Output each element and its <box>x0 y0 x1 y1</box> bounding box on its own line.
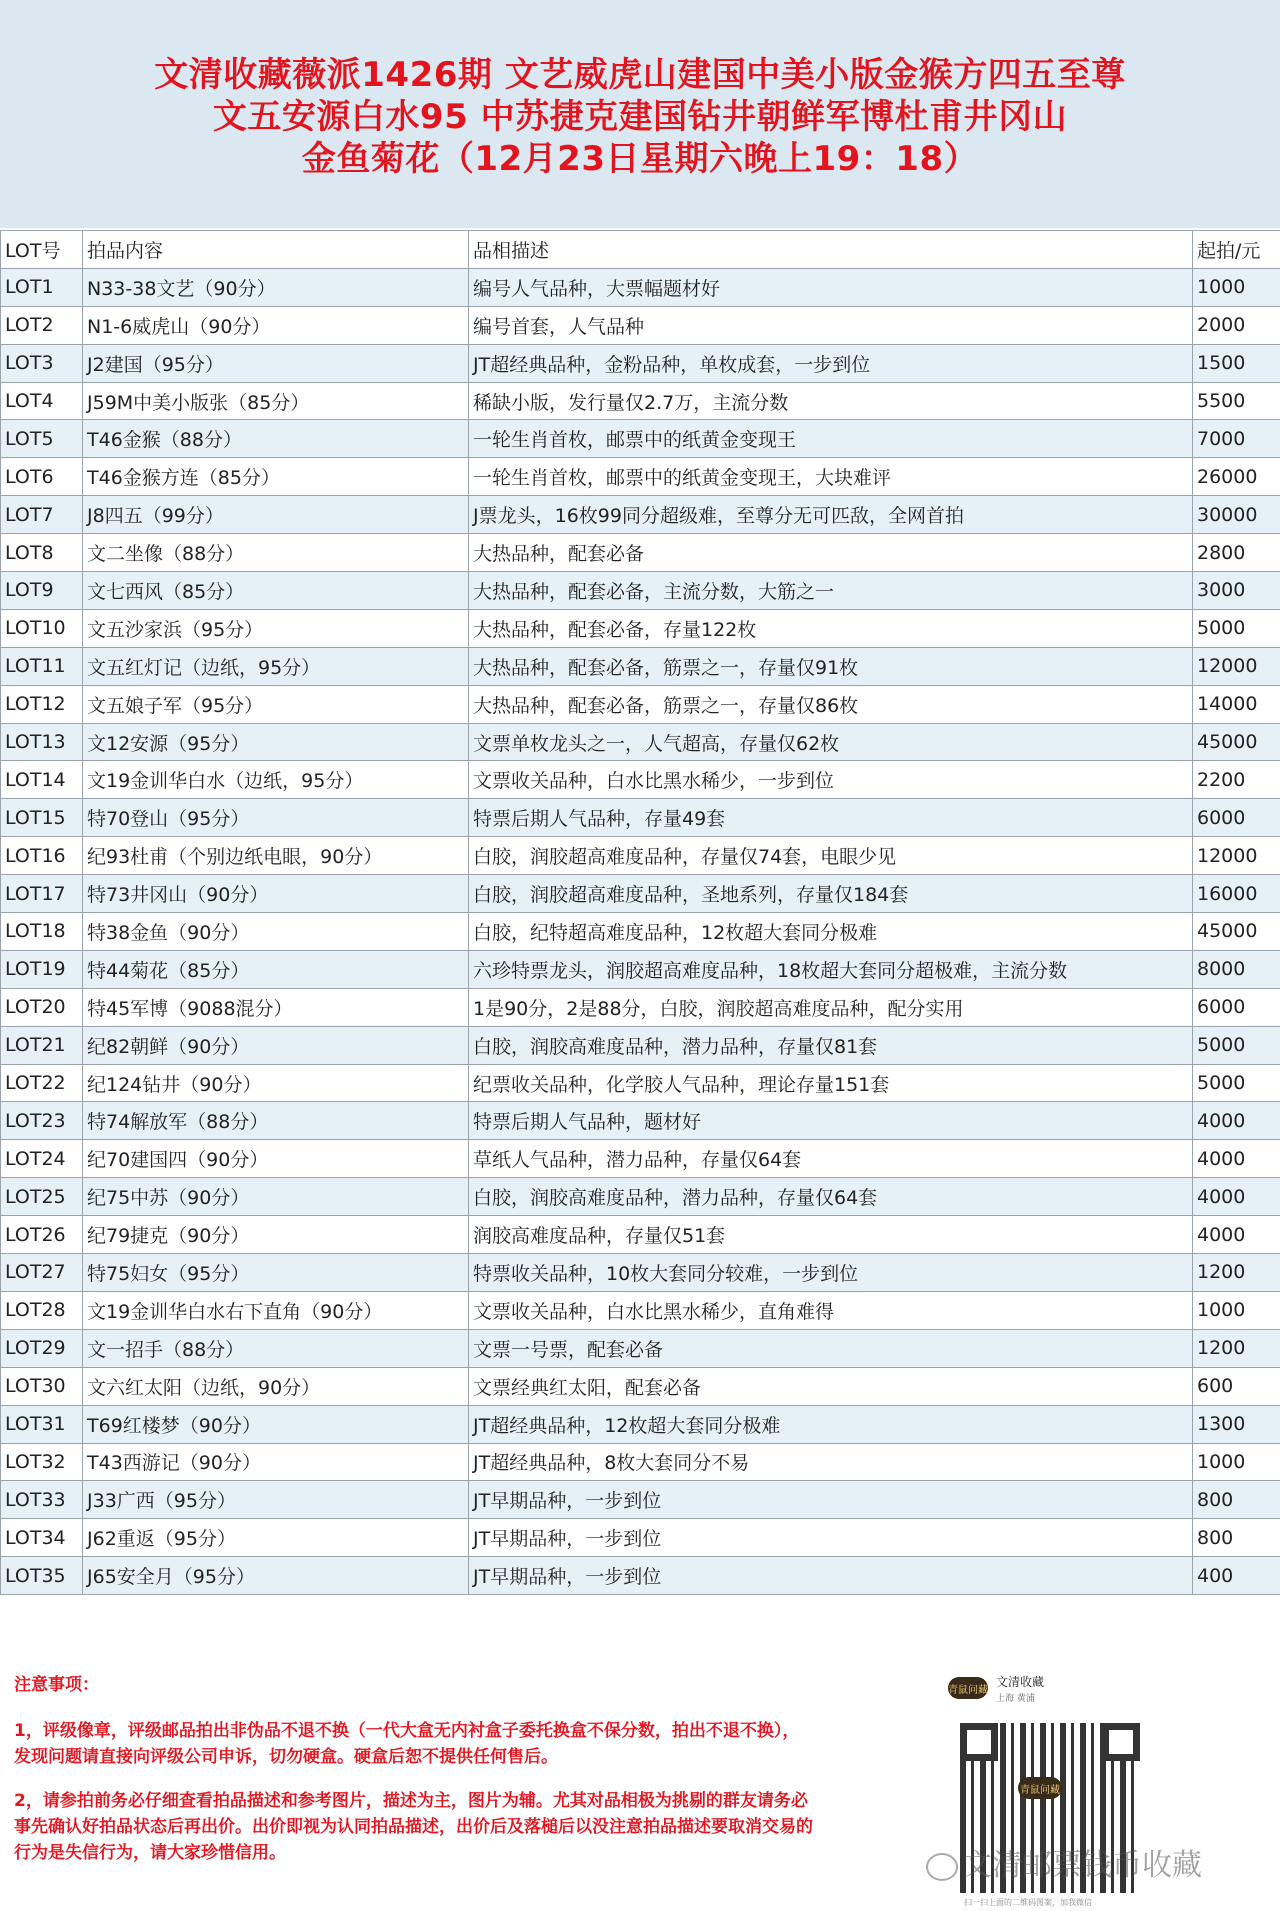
lot-start-price: 1000 <box>1193 1291 1280 1329</box>
lot-start-price: 26000 <box>1193 458 1280 496</box>
table-row <box>1 344 1280 382</box>
lot-number: LOT18 <box>1 913 83 951</box>
lot-number: LOT26 <box>1 1216 83 1254</box>
lot-content: 特73井冈山（90分） <box>83 875 469 913</box>
lot-start-price: 14000 <box>1193 685 1280 723</box>
lot-start-price: 5500 <box>1193 382 1280 420</box>
lot-start-price: 5000 <box>1193 1064 1280 1102</box>
table-row <box>1 1140 1280 1178</box>
lot-content: 文五红灯记（边纸，95分） <box>83 647 469 685</box>
lot-number: LOT9 <box>1 572 83 610</box>
table-row <box>1 496 1280 534</box>
table-row <box>1 1254 1280 1292</box>
lot-content: 文二坐像（88分） <box>83 534 469 572</box>
lot-content: N1-6威虎山（90分） <box>83 306 469 344</box>
lot-condition: 大热品种，配套必备，筋票之一，存量仅91枚 <box>469 647 1193 685</box>
lot-start-price: 45000 <box>1193 723 1280 761</box>
lot-start-price: 2000 <box>1193 306 1280 344</box>
lot-condition: JT超经典品种，8枚大套同分不易 <box>469 1443 1193 1481</box>
lot-condition: JT超经典品种，12枚超大套同分极难 <box>469 1405 1193 1443</box>
lot-start-price: 1300 <box>1193 1405 1280 1443</box>
lot-content: 文七西风（85分） <box>83 572 469 610</box>
lot-number: LOT33 <box>1 1481 83 1519</box>
lot-number: LOT21 <box>1 1026 83 1064</box>
lot-start-price: 1000 <box>1193 1443 1280 1481</box>
lot-start-price: 5000 <box>1193 609 1280 647</box>
lot-content: 文19金训华白水右下直角（90分） <box>83 1291 469 1329</box>
lot-condition: 白胶，润胶高难度品种，潜力品种，存量仅64套 <box>469 1178 1193 1216</box>
lot-number: LOT14 <box>1 761 83 799</box>
lot-number: LOT19 <box>1 950 83 988</box>
lot-condition: J票龙头，16枚99同分超级难，至尊分无可匹敌，全网首拍 <box>469 496 1193 534</box>
lot-condition: JT早期品种，一步到位 <box>469 1481 1193 1519</box>
lot-content: J2建国（95分） <box>83 344 469 382</box>
table-row <box>1 268 1280 306</box>
lot-condition: 大热品种，配套必备，主流分数，大筋之一 <box>469 572 1193 610</box>
lot-number: LOT35 <box>1 1557 83 1595</box>
lot-number: LOT12 <box>1 685 83 723</box>
lot-condition: 白胶，润胶超高难度品种，圣地系列，存量仅184套 <box>469 875 1193 913</box>
lot-content: N33-38文艺（90分） <box>83 268 469 306</box>
table-row <box>1 723 1280 761</box>
lot-content: T43西游记（90分） <box>83 1443 469 1481</box>
table-row <box>1 420 1280 458</box>
lot-start-price: 1200 <box>1193 1329 1280 1367</box>
lot-start-price: 2200 <box>1193 761 1280 799</box>
lot-content: 纪79捷克（90分） <box>83 1216 469 1254</box>
lot-condition: 白胶，纪特超高难度品种，12枚超大套同分极难 <box>469 913 1193 951</box>
lot-number: LOT16 <box>1 837 83 875</box>
header-lot: LOT号 <box>1 231 83 269</box>
lot-number: LOT22 <box>1 1064 83 1102</box>
lot-content: 文19金训华白水（边纸，95分） <box>83 761 469 799</box>
lot-content: 特45军博（9088混分） <box>83 988 469 1026</box>
lot-start-price: 45000 <box>1193 913 1280 951</box>
lot-number: LOT7 <box>1 496 83 534</box>
lot-condition: 编号人气品种，大票幅题材好 <box>469 268 1193 306</box>
lot-content: 文一招手（88分） <box>83 1329 469 1367</box>
lot-start-price: 6000 <box>1193 988 1280 1026</box>
table-row <box>1 1026 1280 1064</box>
lot-start-price: 7000 <box>1193 420 1280 458</box>
lot-condition: JT早期品种，一步到位 <box>469 1557 1193 1595</box>
table-row <box>1 1443 1280 1481</box>
lot-condition: 文票收关品种，白水比黑水稀少，直角难得 <box>469 1291 1193 1329</box>
lot-condition: 1是90分，2是88分，白胶，润胶超高难度品种，配分实用 <box>469 988 1193 1026</box>
lot-start-price: 600 <box>1193 1367 1280 1405</box>
lot-number: LOT10 <box>1 609 83 647</box>
table-row <box>1 609 1280 647</box>
lot-content: J62重返（95分） <box>83 1519 469 1557</box>
lot-content: 特75妇女（95分） <box>83 1254 469 1292</box>
lot-start-price: 30000 <box>1193 496 1280 534</box>
header-condition: 品相描述 <box>469 231 1193 269</box>
lot-condition: 草纸人气品种，潜力品种，存量仅64套 <box>469 1140 1193 1178</box>
lot-number: LOT29 <box>1 1329 83 1367</box>
table-row <box>1 647 1280 685</box>
lot-condition: 编号首套，人气品种 <box>469 306 1193 344</box>
lot-start-price: 400 <box>1193 1557 1280 1595</box>
table-row <box>1 1291 1280 1329</box>
table-row <box>1 1102 1280 1140</box>
lot-number: LOT3 <box>1 344 83 382</box>
table-row <box>1 572 1280 610</box>
lot-condition: 一轮生肖首枚，邮票中的纸黄金变现王 <box>469 420 1193 458</box>
lot-start-price: 3000 <box>1193 572 1280 610</box>
notes-section <box>14 1672 814 1884</box>
lot-start-price: 1200 <box>1193 1254 1280 1292</box>
lot-content: 特44菊花（85分） <box>83 950 469 988</box>
lot-number: LOT31 <box>1 1405 83 1443</box>
lot-content: J65安全月（95分） <box>83 1557 469 1595</box>
lot-number: LOT8 <box>1 534 83 572</box>
lot-condition: 文票收关品种，白水比黑水稀少，一步到位 <box>469 761 1193 799</box>
table-row <box>1 913 1280 951</box>
table-row <box>1 1481 1280 1519</box>
lot-condition: 稀缺小版，发行量仅2.7万，主流分数 <box>469 382 1193 420</box>
lot-content: J33广西（95分） <box>83 1481 469 1519</box>
lot-condition: 白胶，润胶高难度品种，潜力品种，存量仅81套 <box>469 1026 1193 1064</box>
lot-condition: JT早期品种，一步到位 <box>469 1519 1193 1557</box>
lot-condition: 文票单枚龙头之一，人气超高，存量仅62枚 <box>469 723 1193 761</box>
header-start-price: 起拍/元 <box>1193 231 1280 269</box>
lot-content: 特70登山（95分） <box>83 799 469 837</box>
lot-number: LOT34 <box>1 1519 83 1557</box>
lot-condition: 白胶，润胶超高难度品种，存量仅74套，电眼少见 <box>469 837 1193 875</box>
lot-condition: 文票一号票，配套必备 <box>469 1329 1193 1367</box>
watermark <box>926 1840 1202 1884</box>
title-line-2: 文五安源白水95 中苏捷克建国钻井朝鲜军博杜甫井冈山 <box>212 97 1068 137</box>
table-row <box>1 458 1280 496</box>
table-row <box>1 837 1280 875</box>
page-header <box>0 0 1280 228</box>
lot-start-price: 16000 <box>1193 875 1280 913</box>
lot-number: LOT2 <box>1 306 83 344</box>
lot-start-price: 4000 <box>1193 1178 1280 1216</box>
qr-center-logo-icon: 青鼠问藏 <box>1018 1777 1062 1799</box>
lot-content: 文六红太阳（边纸，90分） <box>83 1367 469 1405</box>
table-row <box>1 1405 1280 1443</box>
lot-number: LOT24 <box>1 1140 83 1178</box>
note-item-2: 2，请参拍前务必仔细查看拍品描述和参考图片，描述为主，图片为辅。尤其对品相极为挑剔的群友请务必事先确认好拍品状态后再出价。出价即视为认同拍品描述，出价后及落槌后以没注意拍品描述要取消交易的行为是失信行为，请大家珍惜信用。 <box>14 1791 813 1863</box>
lot-condition: 大热品种，配套必备 <box>469 534 1193 572</box>
lot-content: 纪75中苏（90分） <box>83 1178 469 1216</box>
lot-content: 纪82朝鲜（90分） <box>83 1026 469 1064</box>
lot-condition: 大热品种，配套必备，筋票之一，存量仅86枚 <box>469 685 1193 723</box>
lot-start-price: 2800 <box>1193 534 1280 572</box>
table-row <box>1 534 1280 572</box>
qr-account-name: 文清收藏 <box>996 1675 1045 1689</box>
lot-start-price: 800 <box>1193 1519 1280 1557</box>
lot-number: LOT28 <box>1 1291 83 1329</box>
lot-condition: 特票收关品种，10枚大套同分较难，一步到位 <box>469 1254 1193 1292</box>
lot-start-price: 12000 <box>1193 647 1280 685</box>
lot-number: LOT17 <box>1 875 83 913</box>
table-row <box>1 1216 1280 1254</box>
lot-start-price: 12000 <box>1193 837 1280 875</box>
lot-content: 纪70建国四（90分） <box>83 1140 469 1178</box>
header-content: 拍品内容 <box>83 231 469 269</box>
lot-content: 文12安源（95分） <box>83 723 469 761</box>
lot-start-price: 8000 <box>1193 950 1280 988</box>
lot-content: 文五娘子军（95分） <box>83 685 469 723</box>
table-row <box>1 799 1280 837</box>
lot-condition: 文票经典红太阳，配套必备 <box>469 1367 1193 1405</box>
lot-start-price: 4000 <box>1193 1216 1280 1254</box>
lot-start-price: 1000 <box>1193 268 1280 306</box>
lot-condition: 六珍特票龙头，润胶超高难度品种，18枚超大套同分超极难，主流分数 <box>469 950 1193 988</box>
qr-caption: 扫一扫上面的二维码图案，加我微信 <box>964 1898 1092 1907</box>
lot-number: LOT23 <box>1 1102 83 1140</box>
notes-title: 注意事项： <box>14 1675 99 1695</box>
lot-number: LOT25 <box>1 1178 83 1216</box>
lot-condition: 一轮生肖首枚，邮票中的纸黄金变现王，大块难评 <box>469 458 1193 496</box>
table-row <box>1 950 1280 988</box>
table-row <box>1 1329 1280 1367</box>
lot-number: LOT11 <box>1 647 83 685</box>
lot-number: LOT6 <box>1 458 83 496</box>
lot-condition: 特票后期人气品种，题材好 <box>469 1102 1193 1140</box>
qr-account-location: 上海 黄浦 <box>996 1694 1035 1704</box>
lot-number: LOT13 <box>1 723 83 761</box>
lot-number: LOT15 <box>1 799 83 837</box>
lot-condition: 大热品种，配套必备，存量122枚 <box>469 609 1193 647</box>
table-row <box>1 382 1280 420</box>
table-row <box>1 1064 1280 1102</box>
lot-table <box>0 230 1280 1595</box>
wechat-icon <box>926 1853 958 1881</box>
brand-logo-icon: 青鼠问藏 <box>948 1677 988 1699</box>
table-header-row <box>1 231 1280 269</box>
lot-condition: 润胶高难度品种，存量仅51套 <box>469 1216 1193 1254</box>
lot-start-price: 4000 <box>1193 1140 1280 1178</box>
table-row <box>1 685 1280 723</box>
table-row <box>1 761 1280 799</box>
lot-number: LOT30 <box>1 1367 83 1405</box>
table-row <box>1 306 1280 344</box>
lot-condition: JT超经典品种，金粉品种，单枚成套，一步到位 <box>469 344 1193 382</box>
lot-number: LOT4 <box>1 382 83 420</box>
table-row <box>1 1519 1280 1557</box>
note-item-1: 1，评级像章，评级邮品拍出非伪品不退不换（一代大盒无内衬盒子委托换盒不保分数，拍出不退不换），发现问题请直接向评级公司申诉，切勿硬盒。硬盒后恕不提供任何售后。 <box>14 1721 800 1767</box>
title-line-1: 文清收藏薇派1426期 文艺威虎山建国中美小版金猴方四五至尊 <box>154 55 1126 95</box>
lot-content: 纪124钻井（90分） <box>83 1064 469 1102</box>
lot-content: 特74解放军（88分） <box>83 1102 469 1140</box>
lot-number: LOT20 <box>1 988 83 1026</box>
lot-start-price: 800 <box>1193 1481 1280 1519</box>
lot-start-price: 1500 <box>1193 344 1280 382</box>
lot-content: T46金猴方连（85分） <box>83 458 469 496</box>
lot-content: T69红楼梦（90分） <box>83 1405 469 1443</box>
lot-condition: 特票后期人气品种，存量49套 <box>469 799 1193 837</box>
lot-content: 文五沙家浜（95分） <box>83 609 469 647</box>
lot-content: T46金猴（88分） <box>83 420 469 458</box>
lot-condition: 纪票收关品种，化学胶人气品种，理论存量151套 <box>469 1064 1193 1102</box>
table-row <box>1 1557 1280 1595</box>
lot-content: 纪93杜甫（个别边纸电眼，90分） <box>83 837 469 875</box>
title-line-3: 金鱼菊花（12月23日星期六晚上19：18） <box>301 139 979 179</box>
table-row <box>1 875 1280 913</box>
lot-number: LOT5 <box>1 420 83 458</box>
table-row <box>1 1367 1280 1405</box>
lot-start-price: 6000 <box>1193 799 1280 837</box>
lot-content: J8四五（99分） <box>83 496 469 534</box>
lot-start-price: 4000 <box>1193 1102 1280 1140</box>
table-row <box>1 1178 1280 1216</box>
lot-number: LOT1 <box>1 268 83 306</box>
lot-number: LOT27 <box>1 1254 83 1292</box>
lot-content: 特38金鱼（90分） <box>83 913 469 951</box>
lot-start-price: 5000 <box>1193 1026 1280 1064</box>
watermark-text: 文清邮票钱币收藏 <box>962 1848 1202 1883</box>
lot-number: LOT32 <box>1 1443 83 1481</box>
lot-content: J59M中美小版张（85分） <box>83 382 469 420</box>
table-row <box>1 988 1280 1026</box>
